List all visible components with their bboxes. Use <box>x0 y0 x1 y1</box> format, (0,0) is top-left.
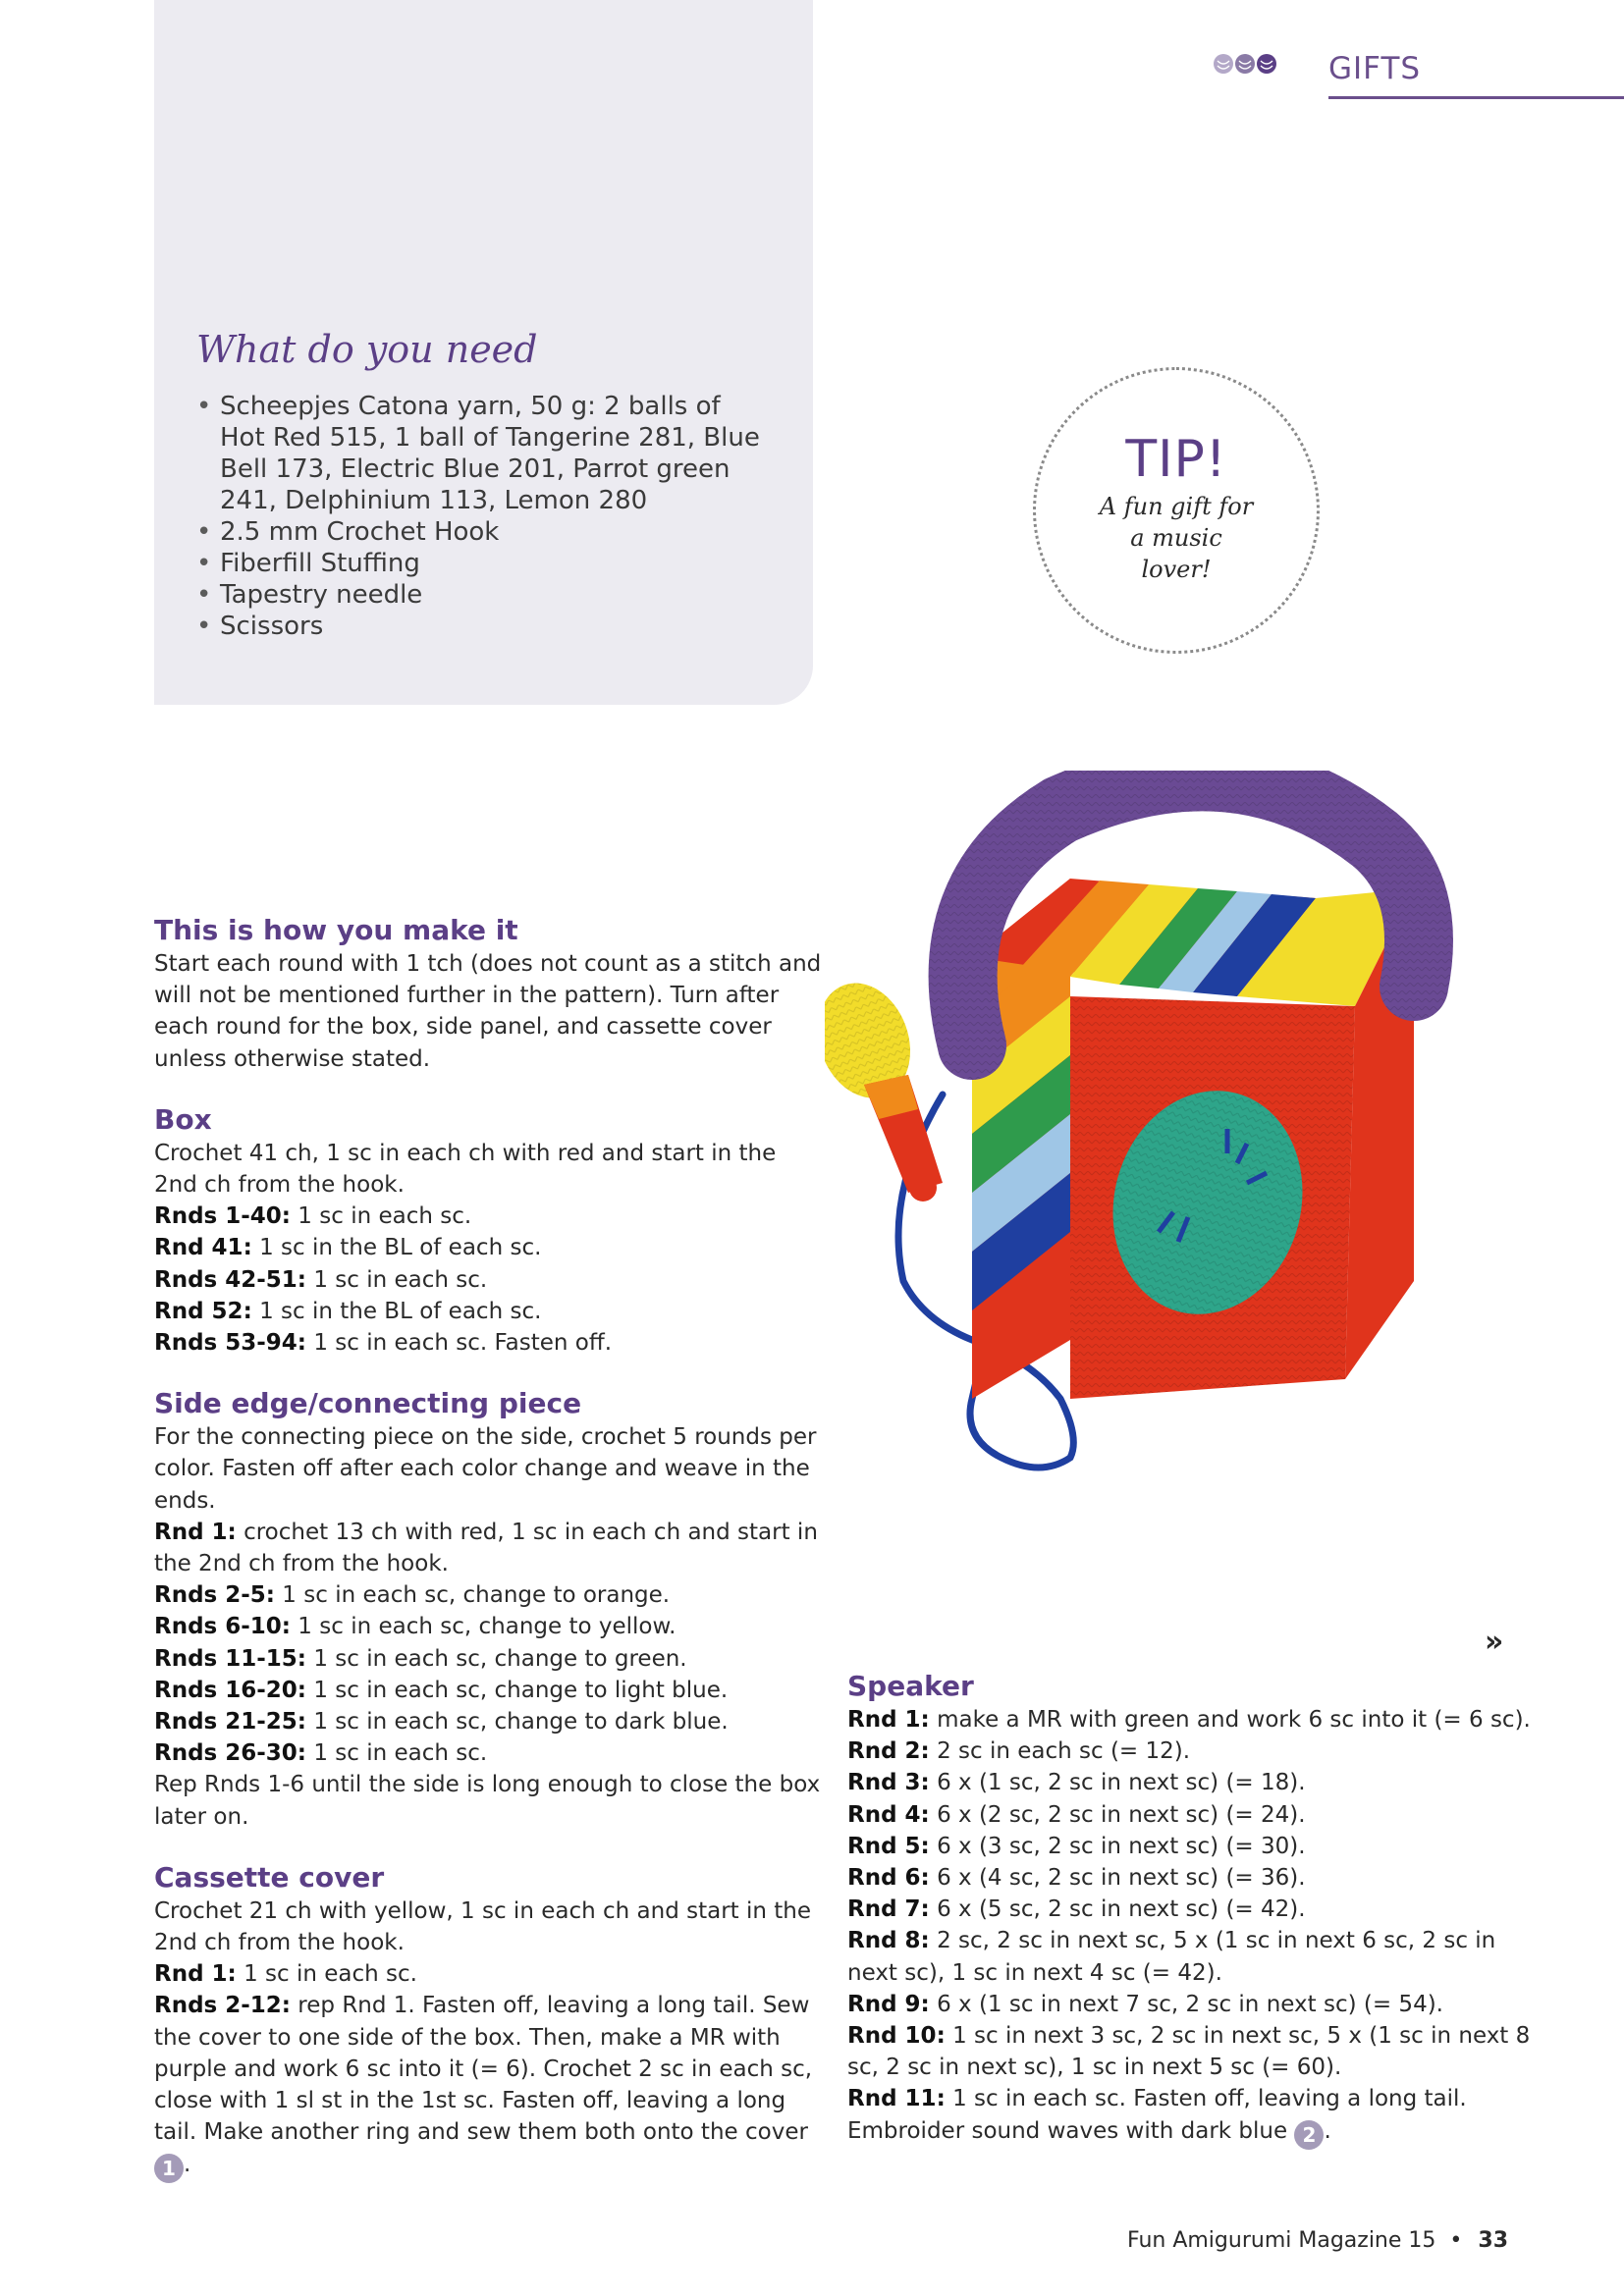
cassette-intro: Crochet 21 ch with yellow, 1 sc in each ch and start in the 2nd ch from the hook. <box>154 1897 812 1956</box>
yarn-balls-icon <box>1214 53 1276 75</box>
page-number: 33 <box>1478 2228 1509 2253</box>
row-text: 1 sc in each sc. <box>306 1266 488 1293</box>
intro-heading: This is how you make it <box>154 914 518 946</box>
row-text: make a MR with green and work 6 sc into it (= 6 sc). <box>929 1707 1531 1733</box>
row-label: Rnd 1: <box>154 1519 237 1545</box>
pattern-row <box>154 1327 822 1359</box>
speaker-heading: Speaker <box>847 1670 974 1702</box>
row-label: Rnds 6-10: <box>154 1614 291 1640</box>
header-rule <box>1328 96 1624 99</box>
row-label: Rnds 26-30: <box>154 1740 307 1767</box>
row-end: . <box>184 2151 191 2177</box>
pattern-row <box>847 1894 1535 1925</box>
row-label: Rnds 2-5: <box>154 1582 275 1609</box>
row-label: Rnd 8: <box>847 1928 930 1954</box>
intro-text: Start each round with 1 tch (does not count as a stitch and will not be mentioned further in the pattern). Turn after each round for the box, side panel, and cassette cover unless otherwise stated. <box>154 951 822 1072</box>
row-label: Rnd 11: <box>847 2086 946 2112</box>
row-text: 1 sc in the BL of each sc. <box>251 1235 542 1261</box>
magazine-name: Fun Amigurumi Magazine 15 <box>1127 2228 1436 2253</box>
cassette-heading: Cassette cover <box>154 1860 385 1894</box>
box-heading: Box <box>154 1102 212 1136</box>
pattern-row <box>154 1201 822 1232</box>
row-text: 1 sc in each sc. <box>236 1961 417 1988</box>
row-text: 1 sc in each sc. Fasten off. <box>306 1330 612 1357</box>
box-intro: Crochet 41 ch, 1 sc in each ch with red and start in the 2nd ch from the hook. <box>154 1140 777 1199</box>
footer-separator: • <box>1449 2228 1463 2253</box>
step-badge: 2 <box>1294 2120 1324 2150</box>
page-footer <box>1127 2228 1508 2253</box>
row-label: Rnd 7: <box>847 1896 930 1923</box>
row-label: Rnd 10: <box>847 2023 946 2050</box>
pattern-row <box>154 1611 822 1642</box>
pattern-row <box>847 1799 1535 1831</box>
row-label: Rnd 1: <box>847 1707 930 1733</box>
row-label: Rnds 1-40: <box>154 1203 291 1230</box>
row-text: 2 sc in each sc (= 12). <box>929 1738 1191 1765</box>
row-label: Rnds 21-25: <box>154 1709 307 1735</box>
list-item: • Fiberfill Stuffing <box>196 548 766 579</box>
row-label: Rnd 9: <box>847 1991 930 2017</box>
row-text: 6 x (3 sc, 2 sc in next sc) (= 30). <box>929 1833 1306 1859</box>
row-label: Rnd 52: <box>154 1298 252 1324</box>
row-text: rep Rnd 1. Fasten off, leaving a long tail. Sew the cover to one side of the box. Then, make a MR with purple and work 6 sc into it (= 6). Crochet 2 sc in each sc, close with 1 sl st in the 1st sc. Fasten off, leaving a long tail. Make another ring and sew them both onto the cover <box>154 1993 813 2146</box>
row-label: Rnd 41: <box>154 1235 252 1261</box>
speaker-outro <box>847 2115 1535 2150</box>
pattern-row <box>154 1706 822 1737</box>
row-label: Rnd 3: <box>847 1770 930 1796</box>
side-heading: Side edge/connecting piece <box>154 1387 582 1420</box>
row-text: 6 x (1 sc, 2 sc in next sc) (= 18). <box>929 1770 1306 1796</box>
side-intro: For the connecting piece on the side, crochet 5 rounds per color. Fasten off after each color change and weave in the ends. <box>154 1424 817 1514</box>
tip-text: A fun gift for a music lover! <box>1099 493 1254 583</box>
row-text: 1 sc in each sc, change to yellow. <box>291 1614 677 1640</box>
left-column <box>154 913 822 2183</box>
pattern-row <box>154 1737 822 1769</box>
pattern-row <box>847 2020 1535 2083</box>
row-label: Rnds 53-94: <box>154 1330 307 1357</box>
pattern-row <box>154 1264 822 1296</box>
row-label: Rnd 2: <box>847 1738 930 1765</box>
outro-text: Embroider sound waves with dark blue <box>847 2117 1295 2144</box>
pattern-row <box>847 2083 1535 2114</box>
row-text: 6 x (1 sc in next 7 sc, 2 sc in next sc) (= 54). <box>929 1991 1443 2017</box>
side-outro: Rep Rnds 1-6 until the side is long enough to close the box later on. <box>154 1772 821 1830</box>
list-item: • Scheepjes Catona yarn, 50 g: 2 balls of Hot Red 515, 1 ball of Tangerine 281, Blue Bell 173, Electric Blue 201, Parrot green 241, Delphinium 113, Lemon 280 <box>196 391 766 516</box>
needs-heading: What do you need <box>196 328 538 371</box>
pattern-row <box>154 1232 822 1263</box>
pattern-row <box>154 1517 822 1579</box>
crochet-radio-photo <box>825 771 1551 1644</box>
pattern-row <box>847 1831 1535 1862</box>
continue-icon: » <box>1485 1625 1504 1659</box>
list-item: • Scissors <box>196 611 766 642</box>
list-item: • Tapestry needle <box>196 579 766 611</box>
row-text: 1 sc in each sc. <box>306 1740 488 1767</box>
row-label: Rnd 1: <box>154 1961 237 1988</box>
pattern-row <box>847 1704 1535 1735</box>
row-text: 1 sc in each sc, change to light blue. <box>306 1677 729 1703</box>
pattern-row <box>154 1579 822 1611</box>
row-text: 1 sc in next 3 sc, 2 sc in next sc, 5 x (1 sc in next 8 sc, 2 sc in next sc), 1 sc in next 5 sc (= 60). <box>847 2023 1531 2081</box>
pattern-row <box>154 1643 822 1675</box>
right-column <box>847 1669 1535 2150</box>
row-label: Rnds 2-12: <box>154 1993 291 2019</box>
row-label: Rnds 11-15: <box>154 1645 307 1672</box>
row-text: 1 sc in each sc, change to dark blue. <box>306 1709 729 1735</box>
row-text: crochet 13 ch with red, 1 sc in each ch and start in the 2nd ch from the hook. <box>154 1519 818 1577</box>
row-text: 1 sc in each sc. Fasten off, leaving a long tail. <box>945 2086 1467 2112</box>
row-label: Rnds 42-51: <box>154 1266 307 1293</box>
pattern-row <box>847 1735 1535 1767</box>
pattern-row <box>847 1925 1535 1988</box>
row-label: Rnd 4: <box>847 1801 930 1828</box>
row-text: 1 sc in each sc. <box>291 1203 472 1230</box>
pattern-row <box>847 1989 1535 2020</box>
pattern-row <box>154 1958 822 1990</box>
pattern-row <box>847 1862 1535 1894</box>
row-text: 2 sc, 2 sc in next sc, 5 x (1 sc in next 6 sc, 2 sc in next sc), 1 sc in next 4 sc (= 42). <box>847 1928 1496 1986</box>
pattern-row <box>154 1296 822 1327</box>
pattern-row <box>847 1767 1535 1798</box>
tip-title: TIP! <box>1125 430 1227 489</box>
list-item: • 2.5 mm Crochet Hook <box>196 516 766 548</box>
pattern-row <box>154 1675 822 1706</box>
row-end: . <box>1324 2117 1331 2144</box>
row-text: 1 sc in each sc, change to green. <box>306 1645 687 1672</box>
row-text: 1 sc in the BL of each sc. <box>251 1298 542 1324</box>
section-label: GIFTS <box>1328 51 1422 86</box>
pattern-row <box>154 1990 822 2182</box>
row-text: 6 x (5 sc, 2 sc in next sc) (= 42). <box>929 1896 1306 1923</box>
row-label: Rnd 5: <box>847 1833 930 1859</box>
row-text: 6 x (2 sc, 2 sc in next sc) (= 24). <box>929 1801 1306 1828</box>
row-label: Rnds 16-20: <box>154 1677 307 1703</box>
row-text: 6 x (4 sc, 2 sc in next sc) (= 36). <box>929 1865 1306 1892</box>
step-badge: 1 <box>154 2154 184 2183</box>
row-label: Rnd 6: <box>847 1865 930 1892</box>
row-text: 1 sc in each sc, change to orange. <box>275 1582 671 1609</box>
needs-list <box>196 391 766 642</box>
